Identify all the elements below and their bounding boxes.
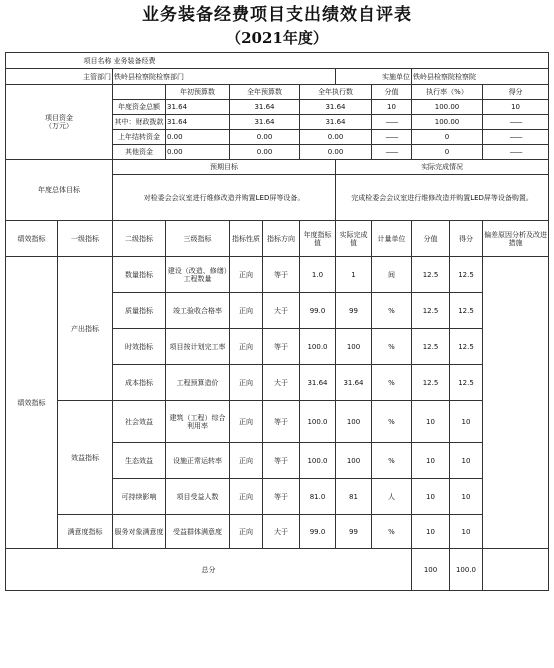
unit-cell: % — [372, 365, 412, 401]
funds-cell: 0.00 — [230, 145, 300, 160]
funds-label-text: 项目资金 （万元） — [45, 114, 73, 130]
funds-cell: 31.64 — [230, 115, 300, 130]
funds-cell: —— — [483, 130, 549, 145]
l2-cell: 数量指标 — [113, 257, 166, 293]
funds-row-name: 其他资金 — [113, 145, 166, 160]
annual-goal-label: 年度总体目标 — [6, 160, 113, 221]
funds-cell: 31.64 — [166, 100, 230, 115]
nature-cell: 正向 — [230, 401, 263, 443]
weight-cell: 10 — [412, 515, 450, 549]
target-cell: 100.0 — [300, 401, 336, 443]
l2-cell: 可持续影响 — [113, 479, 166, 515]
unit-cell: % — [372, 515, 412, 549]
nature-cell: 正向 — [230, 293, 263, 329]
target-cell: 100.0 — [300, 329, 336, 365]
funds-cell: 10 — [372, 100, 412, 115]
funds-cell: 0.00 — [166, 130, 230, 145]
report-title: 业务装备经费项目支出绩效自评表 — [142, 5, 412, 25]
evaluation-table — [5, 52, 549, 591]
score-cell: 10 — [450, 401, 483, 443]
unit-cell: 间 — [372, 257, 412, 293]
ind-header: 一级指标 — [58, 221, 113, 257]
dir-cell: 等于 — [263, 479, 300, 515]
actual-cell: 81 — [336, 479, 372, 515]
funds-cell: 31.64 — [166, 115, 230, 130]
nature-cell: 正向 — [230, 257, 263, 293]
funds-cell: 0.00 — [230, 130, 300, 145]
funds-cell: 31.64 — [300, 100, 372, 115]
funds-cell: 100.00 — [412, 100, 483, 115]
funds-cell: —— — [372, 130, 412, 145]
level1-benefit: 效益指标 — [58, 401, 113, 515]
funds-cell: 10 — [483, 100, 549, 115]
ind-header: 偏差原因分析及改进措施 — [483, 221, 549, 257]
l2-cell: 生态效益 — [113, 443, 166, 479]
l2-cell: 社会效益 — [113, 401, 166, 443]
l3-cell: 工程预算造价 — [166, 365, 230, 401]
unit-cell: % — [372, 443, 412, 479]
ind-header: 二级指标 — [113, 221, 166, 257]
actual-cell: 1 — [336, 257, 372, 293]
score-cell: 10 — [450, 443, 483, 479]
target-cell: 99.0 — [300, 293, 336, 329]
project-name-value: 业务装备经费 — [113, 53, 549, 69]
l2-cell: 时效指标 — [113, 329, 166, 365]
l3-cell: 受益群体满意度 — [166, 515, 230, 549]
actual-completion-header: 实际完成情况 — [336, 160, 549, 175]
ind-header: 计量单位 — [372, 221, 412, 257]
funds-cell: 0.00 — [300, 130, 372, 145]
ind-header: 指标方向 — [263, 221, 300, 257]
dir-cell: 等于 — [263, 401, 300, 443]
funds-cell: —— — [483, 115, 549, 130]
expected-goal-text: 对检委会会议室进行维修改造并购置LED屏等设备。 — [113, 175, 336, 221]
funds-cell: 31.64 — [230, 100, 300, 115]
score-cell: 12.5 — [450, 329, 483, 365]
ind-header: 指标性质 — [230, 221, 263, 257]
deviation-cell — [483, 257, 549, 549]
report-year: （2021年度） — [226, 29, 328, 47]
expected-goal-header: 预期目标 — [113, 160, 336, 175]
dir-cell: 等于 — [263, 257, 300, 293]
funds-label — [6, 85, 113, 160]
actual-cell: 100 — [336, 401, 372, 443]
weight-cell: 12.5 — [412, 329, 450, 365]
target-cell: 99.0 — [300, 515, 336, 549]
weight-cell: 12.5 — [412, 257, 450, 293]
funds-cell: 100.00 — [412, 115, 483, 130]
funds-cell: 0.00 — [300, 145, 372, 160]
impl-unit-value: 铁岭县检察院检察院 — [412, 69, 549, 85]
l3-cell: 竣工验收合格率 — [166, 293, 230, 329]
target-cell: 100.0 — [300, 443, 336, 479]
actual-cell: 100 — [336, 443, 372, 479]
l3-cell: 项目按计划完工率 — [166, 329, 230, 365]
actual-completion-text: 完成检委会会议室进行维修改造并购置LED屏等设备购置。 — [336, 175, 549, 221]
impl-unit-label: 实施单位 — [336, 69, 412, 85]
level1-satisfaction: 满意度指标 — [58, 515, 113, 549]
funds-cell: —— — [372, 145, 412, 160]
dir-cell: 等于 — [263, 329, 300, 365]
weight-cell: 12.5 — [412, 365, 450, 401]
funds-header-executed: 全年执行数 — [300, 85, 372, 100]
actual-cell: 99 — [336, 515, 372, 549]
l2-cell: 成本指标 — [113, 365, 166, 401]
unit-cell: 人 — [372, 479, 412, 515]
dir-cell: 大于 — [263, 293, 300, 329]
nature-cell: 正向 — [230, 515, 263, 549]
dept-value: 铁岭县检察院检察部门 — [113, 69, 336, 85]
nature-cell: 正向 — [230, 443, 263, 479]
funds-cell: 0 — [412, 130, 483, 145]
dir-cell: 大于 — [263, 365, 300, 401]
project-name-label: 项目名称 — [6, 53, 113, 69]
funds-row-name: 其中：财政拨款 — [113, 115, 166, 130]
unit-cell: % — [372, 329, 412, 365]
score-cell: 12.5 — [450, 365, 483, 401]
funds-header-rate: 执行率（%） — [412, 85, 483, 100]
ind-header: 绩效指标 — [6, 221, 58, 257]
l3-cell: 建筑（工程）综合利用率 — [166, 401, 230, 443]
ind-header: 分值 — [412, 221, 450, 257]
target-cell: 1.0 — [300, 257, 336, 293]
l3-cell: 项目受益人数 — [166, 479, 230, 515]
score-cell: 12.5 — [450, 293, 483, 329]
funds-cell: 0.00 — [166, 145, 230, 160]
weight-cell: 10 — [412, 401, 450, 443]
l2-cell: 质量指标 — [113, 293, 166, 329]
funds-corner — [113, 85, 166, 100]
funds-row-name: 上年结转资金 — [113, 130, 166, 145]
l3-cell: 建设（改造、修缮）工程数量 — [166, 257, 230, 293]
score-cell: 12.5 — [450, 257, 483, 293]
funds-cell: —— — [372, 115, 412, 130]
unit-cell: % — [372, 293, 412, 329]
total-weight: 100 — [412, 549, 450, 591]
total-score: 100.0 — [450, 549, 483, 591]
weight-cell: 10 — [412, 479, 450, 515]
indicator-section: 绩效指标 — [6, 257, 58, 549]
actual-cell: 100 — [336, 329, 372, 365]
l2-cell: 服务对象满意度 — [113, 515, 166, 549]
funds-cell: 31.64 — [300, 115, 372, 130]
dir-cell: 大于 — [263, 515, 300, 549]
actual-cell: 31.64 — [336, 365, 372, 401]
funds-header-score: 得分 — [483, 85, 549, 100]
total-blank — [483, 549, 549, 591]
nature-cell: 正向 — [230, 479, 263, 515]
funds-cell: —— — [483, 145, 549, 160]
funds-header-annual: 全年预算数 — [230, 85, 300, 100]
score-cell: 10 — [450, 479, 483, 515]
l3-cell: 设施正常运转率 — [166, 443, 230, 479]
level1-output: 产出指标 — [58, 257, 113, 401]
nature-cell: 正向 — [230, 329, 263, 365]
ind-header: 实际完成值 — [336, 221, 372, 257]
weight-cell: 12.5 — [412, 293, 450, 329]
nature-cell: 正向 — [230, 365, 263, 401]
dept-label: 主管部门 — [6, 69, 113, 85]
actual-cell: 99 — [336, 293, 372, 329]
funds-header-weight: 分值 — [372, 85, 412, 100]
target-cell: 81.0 — [300, 479, 336, 515]
ind-header: 得分 — [450, 221, 483, 257]
ind-header: 三级指标 — [166, 221, 230, 257]
unit-cell: % — [372, 401, 412, 443]
funds-cell: 0 — [412, 145, 483, 160]
target-cell: 31.64 — [300, 365, 336, 401]
total-label: 总分 — [6, 549, 412, 591]
score-cell: 10 — [450, 515, 483, 549]
weight-cell: 10 — [412, 443, 450, 479]
funds-row-name: 年度资金总额 — [113, 100, 166, 115]
funds-header-initial: 年初预算数 — [166, 85, 230, 100]
ind-header: 年度指标值 — [300, 221, 336, 257]
dir-cell: 等于 — [263, 443, 300, 479]
